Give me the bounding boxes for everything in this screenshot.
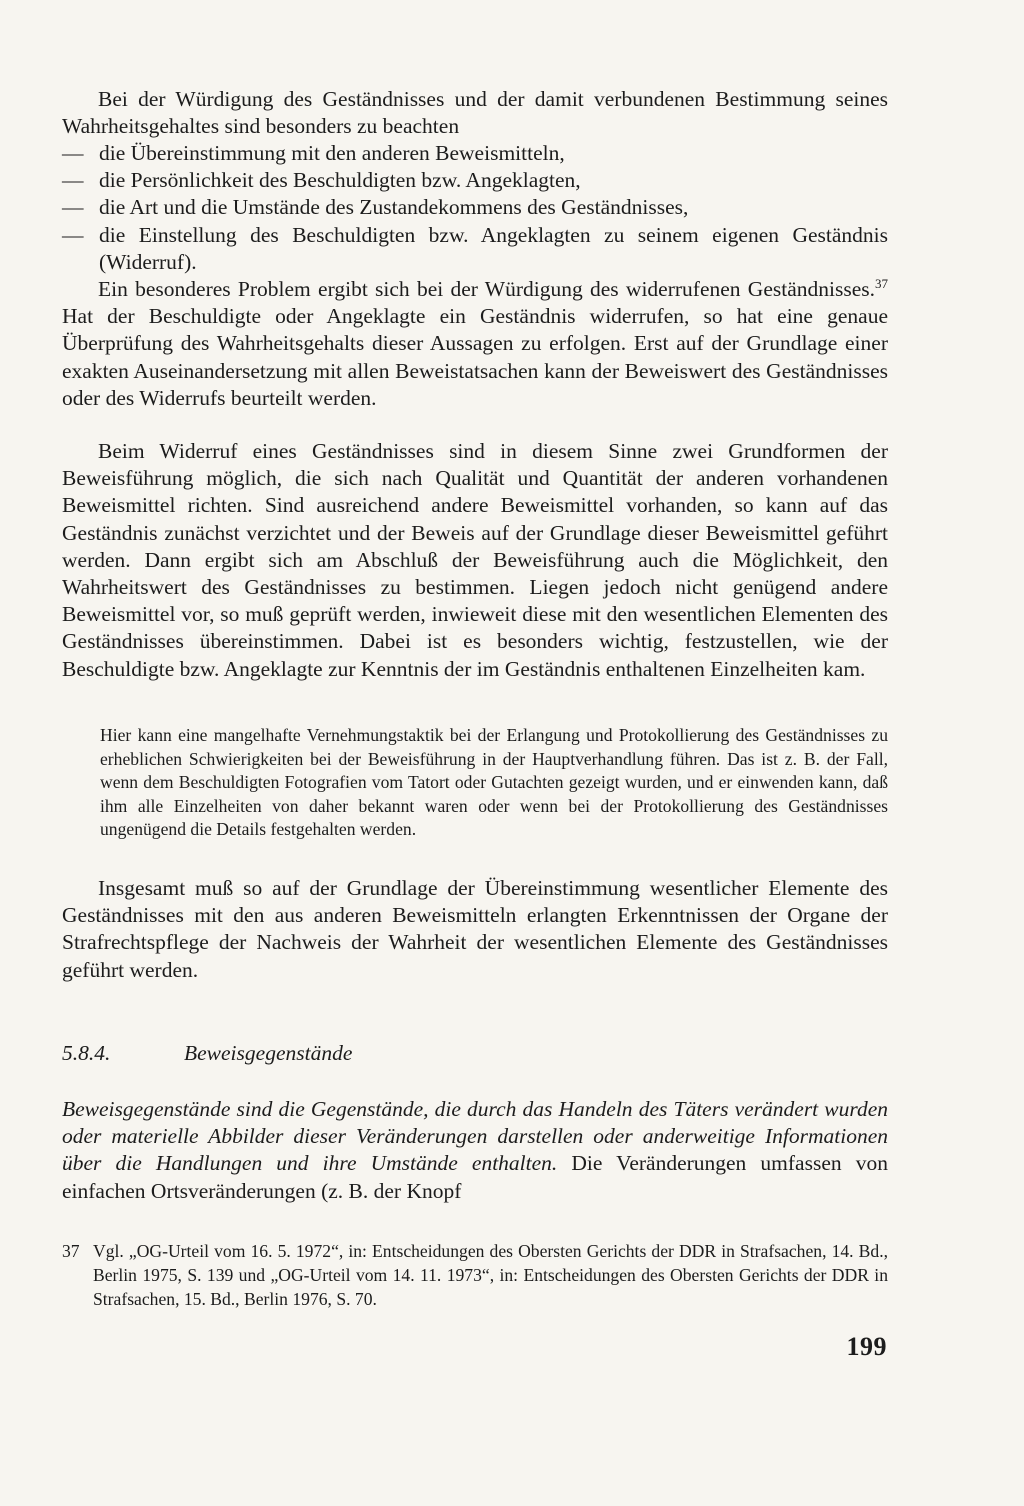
intro-paragraph: Bei der Würdigung des Geständnisses und der damit verbundenen Bestimmung seines Wahrheitsgehaltes sind besonders zu beachten: [62, 87, 888, 139]
footnote: [62, 1239, 888, 1311]
footnote-ref: 37: [875, 275, 888, 291]
paragraph-beweisgegenstaende: Beweisgegenstände sind die Gegenstände, die durch das Handeln des Täters verändert wurden oder materielle Abbilder dieser Veränderungen darstellen oder anderweitige Informationen über die Handlungen und ihre Umstände enthalten. Die Veränderungen umfassen von einfachen Ortsveränderungen (z. B. der Knopf: [62, 1097, 888, 1203]
criteria-list: [62, 140, 888, 276]
note-paragraph: Hier kann eine mangelhafte Vernehmungstaktik bei der Erlangung und Protokollierung des Geständnisses zu erheblichen Schwierigkeiten bei der Beweisführung in der Hauptverhandlung führen. Das ist z. B. der Fall, wenn dem Beschuldigten Fotografien vom Tatort oder Gutachten gezeigt wurden, und er einwenden kann, daß ihm alle Einzelheiten von daher bekannt waren oder wenn bei der Protokollierung des Geständnisses ungenügend die Details festgehalten werden.: [100, 725, 888, 839]
section-title: Beweisgegenstände: [184, 1041, 353, 1065]
definition-text: Beweisgegenstände sind die Gegenstände, die durch das Handeln des Täters verändert wurden oder materielle Abbilder dieser Veränderungen darstellen oder anderweitige Informationen über die Handlungen und ihre Umstände enthalten.: [62, 1097, 888, 1176]
footnote-text: Vgl. „OG-Urteil vom 16. 5. 1972“, in: Entscheidungen des Obersten Gerichts der DDR in Strafsachen, 14. Bd., Berlin 1975, S. 139 und „OG-Urteil vom 14. 11. 1973“, in: Entscheidungen des Obersten Gerichts der DDR in Strafsachen, 15. Bd., Berlin 1976, S. 70.: [93, 1241, 888, 1309]
section-number: 5.8.4.: [62, 1041, 111, 1065]
list-item: — die Übereinstimmung mit den anderen Beweismitteln,: [62, 140, 888, 167]
dash-marker: —: [62, 141, 84, 165]
footnote-number: 37: [62, 1241, 80, 1261]
paragraph-insgesamt: Insgesamt muß so auf der Grundlage der Übereinstimmung wesentlicher Elemente des Geständnisses mit den aus anderen Beweismitteln erlangten Erkenntnissen der Organe der Strafrechtspflege der Nachweis der Wahrheit der wesentlichen Elemente des Geständnisses geführt werden.: [62, 876, 888, 982]
section-heading: [62, 1041, 352, 1066]
page-number: 199: [846, 1332, 887, 1361]
dash-marker: —: [62, 168, 84, 193]
paragraph-widerruf: Ein besonderes Problem ergibt sich bei der Würdigung des widerrufenen Geständnisses.$^{37}$ Hat der Beschuldigte oder Angeklagte ein Geständnis widerrufen, so hat eine genaue Überprüfung des Wahrheitsgehalts dieser Aussagen zu erfolgen. Erst auf der Grundlage einer exakten Auseinandersetzung mit allen Beweistatsachen kann der Beweiswert des Geständnisses oder des Widerrufs beurteilt werden.: [62, 275, 888, 410]
dash-marker: —: [62, 195, 84, 220]
list-item: — die Einstellung des Beschuldigten bzw. Angeklagten zu seinem eigenen Geständnis (Widerruf).: [62, 222, 888, 274]
list-item: — die Art und die Umstände des Zustandekommens des Geständnisses,: [62, 194, 888, 221]
paragraph-grundformen: Beim Widerruf eines Geständnisses sind in diesem Sinne zwei Grundformen der Beweisführung möglich, die sich nach Qualität und Quantität der anderen vorhandenen Beweismittel richten. Sind ausreichend andere Beweismittel vorhanden, so kann auf das Geständnis zunächst verzichtet und der Beweis auf der Grundlage dieser Beweismittel geführt werden. Dann ergibt sich am Abschluß der Beweisführung auch die Möglichkeit, den Wahrheitswert des Geständnisses zu bestimmen. Liegen jedoch nicht genügend andere Beweismittel vor, so muß geprüft werden, inwieweit diese mit den wesentlichen Elementen des Geständnisses übereinstimmen. Dabei ist es besonders wichtig, festzustellen, wie der Beschuldigte bzw. Angeklagte zur Kenntnis der im Geständnis enthaltenen Einzelheiten kam.: [62, 439, 888, 681]
dash-marker: —: [62, 222, 84, 247]
list-item: — die Persönlichkeit des Beschuldigten bzw. Angeklagten,: [62, 167, 888, 194]
